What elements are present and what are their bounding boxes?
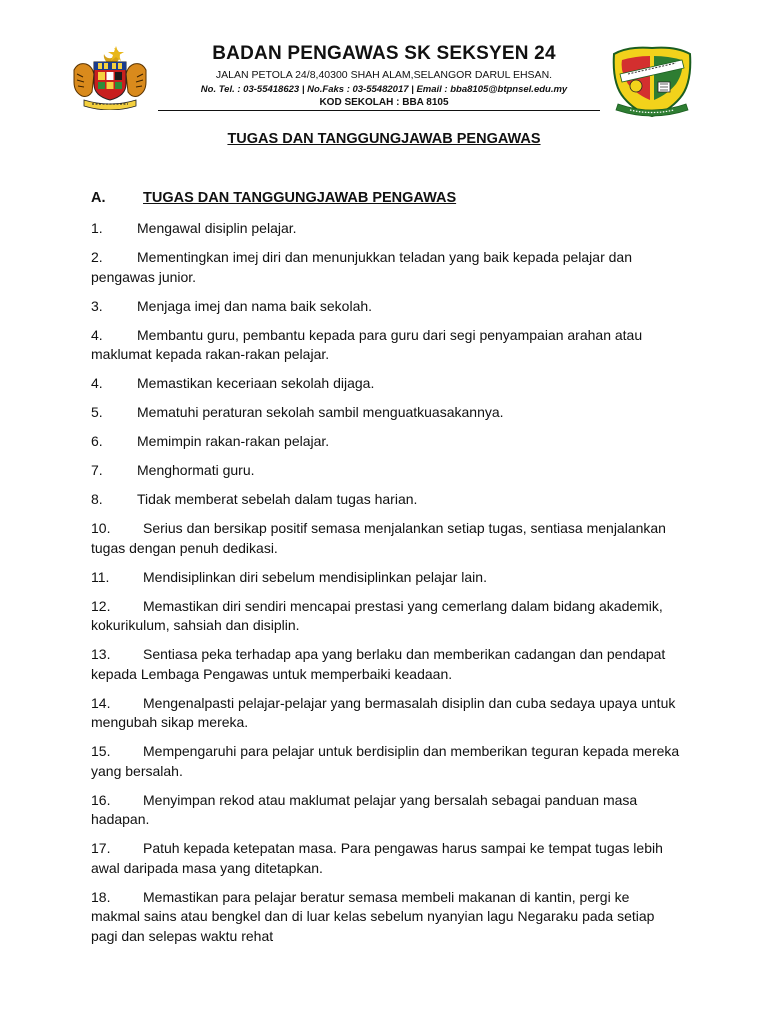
list-item	[91, 839, 681, 878]
duty-list	[91, 219, 681, 956]
list-item-text: Sentiasa peka terhadap apa yang berlaku dan memberikan cadangan dan pendapat kepada Lembaga Pengawas untuk memperbaiki keadaan.	[91, 646, 666, 682]
list-item-number: 7.	[91, 462, 103, 478]
list-item	[91, 791, 681, 830]
list-item	[91, 888, 681, 947]
list-item-text: Menjaga imej dan nama baik sekolah.	[137, 297, 373, 314]
list-item-number: 14.	[91, 694, 111, 711]
national-coat-of-arms-icon	[68, 44, 152, 110]
list-item-number: 11.	[91, 568, 110, 585]
list-item-number: 18.	[91, 888, 111, 905]
list-item-number: 1.	[91, 220, 103, 236]
list-item-number: 4.	[91, 375, 103, 391]
list-item	[91, 597, 681, 636]
section-heading	[91, 189, 456, 207]
list-item	[91, 490, 681, 510]
organization-name: BADAN PENGAWAS SK SEKSYEN 24	[212, 43, 556, 64]
list-item-number: 8.	[91, 491, 103, 507]
list-item	[91, 374, 681, 394]
list-item-text: Mengenalpasti pelajar-pelajar yang bermasalah disiplin dan cuba sedaya upaya untuk mengubah sikap mereka.	[91, 694, 676, 730]
list-item	[91, 219, 681, 239]
list-item	[91, 297, 681, 317]
list-item-text: Mengawal disiplin pelajar.	[137, 220, 297, 236]
letterhead-divider	[158, 110, 600, 111]
list-item-text: Memimpin rakan-rakan pelajar.	[137, 433, 330, 449]
list-item-number: 15.	[91, 743, 111, 759]
section-heading-text: TUGAS DAN TANGGUNGJAWAB PENGAWAS	[143, 190, 457, 206]
list-item-text: Membantu guru, pembantu kepada para guru dari segi penyampaian arahan atau maklumat kepada rakan-rakan pelajar.	[91, 326, 643, 362]
list-item-text: Menghormati guru.	[137, 462, 255, 478]
list-item-text: Memastikan diri sendiri mencapai prestasi yang cemerlang dalam bidang akademik, kokurikulum, sahsiah dan disiplin.	[91, 597, 663, 633]
list-item	[91, 519, 681, 558]
list-item	[91, 742, 681, 781]
list-item-text: Menyimpan rekod atau maklumat pelajar yang bersalah sebagai panduan masa hadapan.	[91, 791, 638, 827]
contact-details: No. Tel. : 03-55418623 | No.Faks : 03-55482017 | Email : bba8105@btpnsel.edu.my	[200, 84, 568, 95]
list-item	[91, 248, 681, 287]
list-item-text: Mempengaruhi para pelajar untuk berdisiplin dan memberikan teguran kepada mereka yang bersalah.	[91, 743, 680, 779]
list-item	[91, 568, 681, 588]
list-item-text: Tidak memberat sebelah dalam tugas harian.	[137, 491, 418, 507]
school-crest-icon	[608, 44, 696, 118]
list-item	[91, 461, 681, 481]
list-item-number: 4.	[91, 326, 103, 343]
list-item	[91, 645, 681, 684]
list-item-text: Serius dan bersikap positif semasa menjalankan setiap tugas, sentiasa menjalankan tugas dengan penuh dedikasi.	[91, 520, 666, 556]
list-item-number: 2.	[91, 249, 103, 265]
letterhead-text	[170, 42, 598, 110]
document-title: TUGAS DAN TANGGUNGJAWAB PENGAWAS	[227, 131, 541, 147]
list-item-text: Patuh kepada ketepatan masa. Para pengawas harus sampai ke tempat tugas lebih awal daripada masa yang ditetapkan.	[91, 840, 663, 876]
section-letter: A.	[91, 190, 106, 206]
list-item-text: Memastikan para pelajar beratur semasa membeli makanan di kantin, pergi ke makmal sains atau bengkel dan di luar kelas sebelum nyanyian lagu Negaraku pada setiap pagi dan selepas waktu rehat	[91, 888, 655, 944]
list-item-number: 12.	[91, 597, 111, 614]
list-item	[91, 432, 681, 452]
list-item-number: 3.	[91, 297, 103, 314]
list-item-text: Mementingkan imej diri dan menunjukkan teladan yang baik kepada pelajar dan pengawas junior.	[91, 249, 632, 285]
list-item	[91, 694, 681, 733]
list-item	[91, 403, 681, 423]
list-item-text: Mematuhi peraturan sekolah sambil menguatkuasakannya.	[137, 404, 504, 420]
list-item-number: 17.	[91, 840, 111, 856]
list-item-number: 5.	[91, 404, 103, 420]
list-item-number: 10.	[91, 520, 111, 536]
school-code: KOD SEKOLAH : BBA 8105	[319, 97, 449, 108]
list-item	[91, 326, 681, 365]
list-item-number: 16.	[91, 791, 111, 808]
school-address: JALAN PETOLA 24/8,40300 SHAH ALAM,SELANGOR DARUL EHSAN.	[215, 69, 553, 81]
list-item-number: 6.	[91, 433, 103, 449]
list-item-text: Mendisiplinkan diri sebelum mendisiplinkan pelajar lain.	[143, 568, 487, 585]
list-item-text: Memastikan keceriaan sekolah dijaga.	[137, 375, 375, 391]
list-item-number: 13.	[91, 646, 111, 662]
letterhead	[0, 0, 768, 120]
